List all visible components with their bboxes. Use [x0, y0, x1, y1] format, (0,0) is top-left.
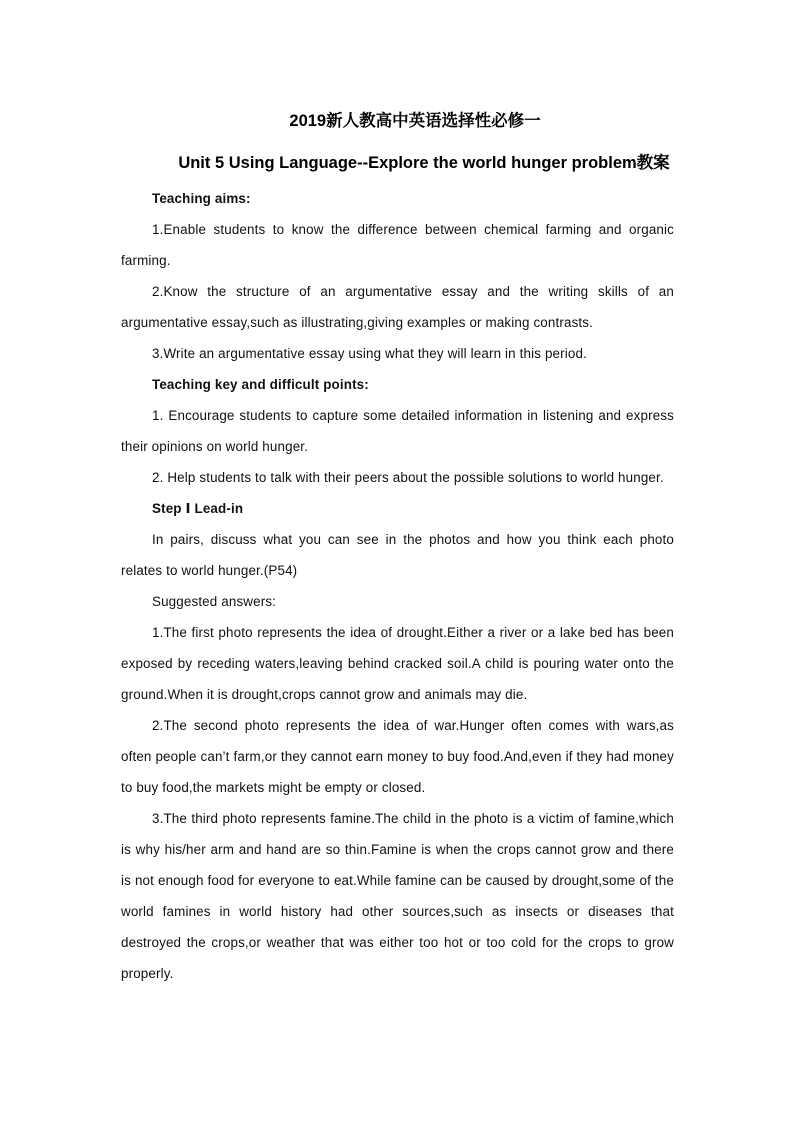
aim-item: 1.Enable students to know the difference between chemical farming and organic farming.	[121, 222, 674, 268]
aim-item: 3.Write an argumentative essay using what they will learn in this period.	[152, 346, 587, 361]
suggested-answers-label: Suggested answers:	[152, 594, 277, 609]
step-instruction: In pairs, discuss what you can see in the photos and how you think each photo relates to world hunger.(P54)	[121, 532, 674, 578]
step-heading: Step Ⅰ Lead-in	[152, 501, 244, 516]
key-point-item: 1. Encourage students to capture some detailed information in listening and express their opinions on world hunger.	[121, 408, 674, 454]
teaching-aims-heading: Teaching aims:	[152, 191, 251, 206]
aim-item: 2.Know the structure of an argumentative essay and the writing skills of an argumentative essay,such as illustrating,giving examples or making contrasts.	[121, 284, 674, 330]
lesson-title: Unit 5 Using Language--Explore the world hunger problem教案	[178, 154, 670, 172]
key-points-heading: Teaching key and difficult points:	[152, 377, 369, 392]
key-point-item: 2. Help students to talk with their peers about the possible solutions to world hunger.	[152, 470, 664, 485]
answer-paragraph: 3.The third photo represents famine.The child in the photo is a victim of famine,which is why his/her arm and hand are so thin.Famine is when the crops cannot grow and there is not enough food for everyone to eat.While famine can be caused by drought,some of the world famines in world history had other sources,such as insects or diseases that destroyed the crops,or weather that was either too hot or too cold for the crops to grow properly.	[121, 811, 674, 981]
answer-paragraph: 2.The second photo represents the idea of war.Hunger often comes with wars,as often people can’t farm,or they cannot earn money to buy food.And,even if they had money to buy food,the markets might be empty or closed.	[121, 718, 674, 795]
document-body	[121, 183, 674, 989]
answer-paragraph: 1.The first photo represents the idea of drought.Either a river or a lake bed has been exposed by receding waters,leaving behind cracked soil.A child is pouring water onto the ground.When it is drought,crops cannot grow and animals may die.	[121, 625, 674, 702]
document-title: 2019新人教高中英语选择性必修一	[289, 112, 541, 130]
